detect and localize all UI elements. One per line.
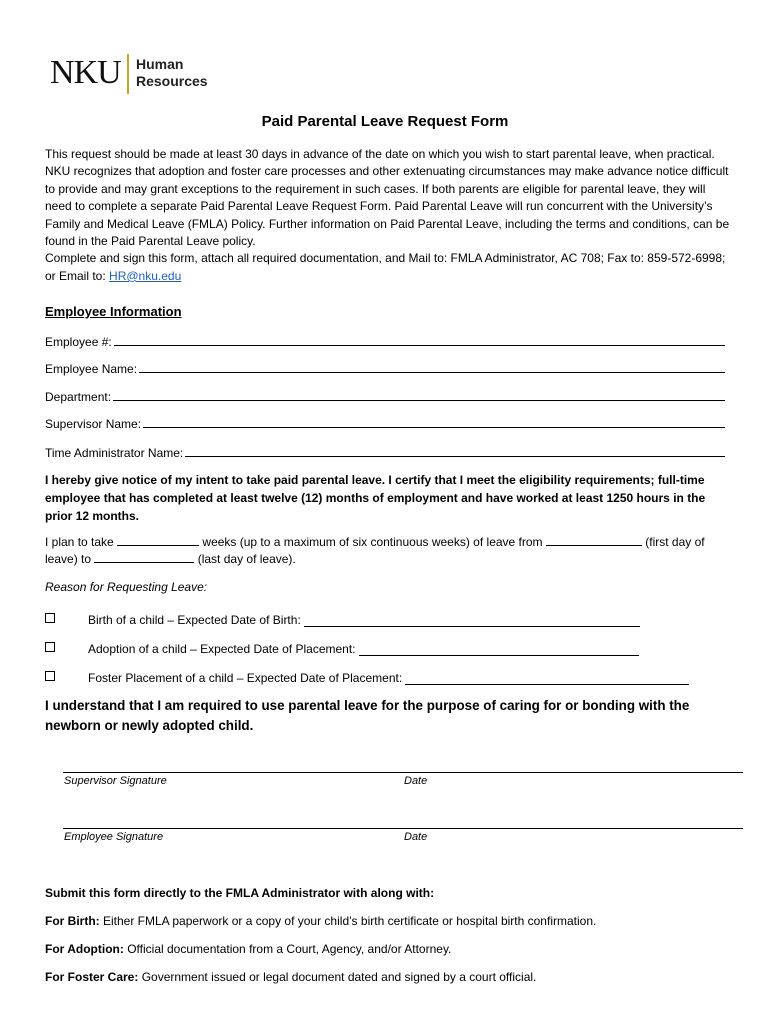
plan-text-5: (last day of leave). [197,552,296,567]
time-administrator-line[interactable] [185,455,725,457]
supervisor-signature-label: Supervisor Signature [64,775,167,787]
time-administrator-field[interactable] [45,444,725,460]
foster-checkbox[interactable] [45,671,55,681]
reason-option-foster[interactable] [45,667,725,685]
logo-wordmark: NKU [50,54,121,91]
plan-text-1: I plan to take [45,535,114,549]
birth-requirement-label: For Birth: [45,914,100,928]
reason-heading: Reason for Requesting Leave: [45,580,208,594]
department-label: Department: [45,390,112,404]
employee-name-line[interactable] [139,371,725,373]
employee-signature-line[interactable] [63,828,743,829]
birth-checkbox[interactable] [45,613,55,623]
birth-requirement-text: Either FMLA paperwork or a copy of your child’s birth certificate or hospital birth confirmation. [103,914,597,928]
logo-department [136,56,208,90]
time-administrator-label: Time Administrator Name: [45,446,184,460]
email-link[interactable]: HR@nku.edu [109,268,182,283]
form-title: Paid Parental Leave Request Form [261,113,509,130]
weeks-blank[interactable] [117,535,199,546]
adoption-option-label: Adoption of a child – Expected Date of Placement: [88,642,356,656]
employee-number-label: Employee #: [45,335,112,349]
employee-name-label: Employee Name: [45,362,138,376]
acknowledgement-statement: I understand that I am required to use parental leave for the purpose of caring for or bonding with the newborn or newly adopted child. [45,698,690,733]
reason-option-adoption[interactable] [45,638,725,656]
foster-requirement-text: Government issued or legal document dated and signed by a court official. [141,970,537,984]
foster-requirement-label: For Foster Care: [45,970,139,984]
notice-paragraph: I hereby give notice of my intent to take paid parental leave. I certify that I meet the eligibility requirements; full-time employee that has completed at least twelve (12) months of employment and have worked at least 1250 hours in the prior 12 months. [45,473,706,523]
employee-signature-label: Employee Signature [64,831,164,843]
supervisor-date-label: Date [404,775,428,787]
intro-text: This request should be made at least 30 days in advance of the date on which you wish to start parental leave, when practical. NKU recognizes that adoption and foster care processes and other extenuating circumstances may make advance notice difficult to provide and may grant exceptions to the requirement in such cases. If both parents are eligible for parental leave, they will need to complete a separate Paid Parental Leave Request Form. Paid Parental Leave will run concurrent with the University’s Family and Medical Leave (FMLA) Policy. Further information on Paid Parental Leave, including the terms and conditions, can be found in the Paid Parental Leave policy. [45,147,730,249]
adoption-requirement-text: Official documentation from a Court, Agency, and/or Attorney. [127,942,452,956]
reason-option-birth[interactable] [45,609,725,627]
employee-number-field[interactable] [45,333,725,349]
employee-info-heading: Employee Information [45,304,182,319]
birth-date-blank[interactable] [304,616,640,627]
adoption-checkbox[interactable] [45,642,55,652]
plan-text-2: weeks (up to a maximum of six continuous weeks) of leave from [202,535,543,549]
plan-text-4: of leave) to [45,535,705,567]
nku-hr-logo [50,52,220,96]
supervisor-name-line[interactable] [143,426,725,428]
instructions-text: Complete and sign this form, attach all required documentation, and Mail to: FMLA Administrator, AC 708; Fax to: 859-572-6998; or Email to: [45,251,726,283]
plan-text-3: (first day [645,535,692,549]
foster-option-label: Foster Placement of a child – Expected Date of Placement: [88,671,403,685]
leave-plan-paragraph [45,534,725,569]
adoption-requirement-label: For Adoption: [45,942,124,956]
department-line[interactable] [113,399,725,401]
department-field[interactable] [45,388,725,404]
adoption-requirement [45,942,735,956]
supervisor-name-field[interactable] [45,415,725,431]
logo-divider [127,54,129,94]
foster-requirement [45,970,735,984]
employee-date-label: Date [404,831,428,843]
adoption-date-blank[interactable] [359,645,639,656]
foster-date-blank[interactable] [405,674,689,685]
birth-requirement [45,914,735,928]
supervisor-signature-line[interactable] [63,772,743,773]
last-day-blank[interactable] [94,552,194,563]
logo-department-line1: Human [136,56,184,72]
employee-name-field[interactable] [45,360,725,376]
employee-number-line[interactable] [114,344,725,346]
intro-paragraph [45,146,730,285]
submit-heading: Submit this form directly to the FMLA Administrator with along with: [45,886,435,900]
supervisor-name-label: Supervisor Name: [45,417,142,431]
first-day-blank[interactable] [546,535,642,546]
logo-department-line2: Resources [136,73,208,89]
birth-option-label: Birth of a child – Expected Date of Birth: [88,613,301,627]
